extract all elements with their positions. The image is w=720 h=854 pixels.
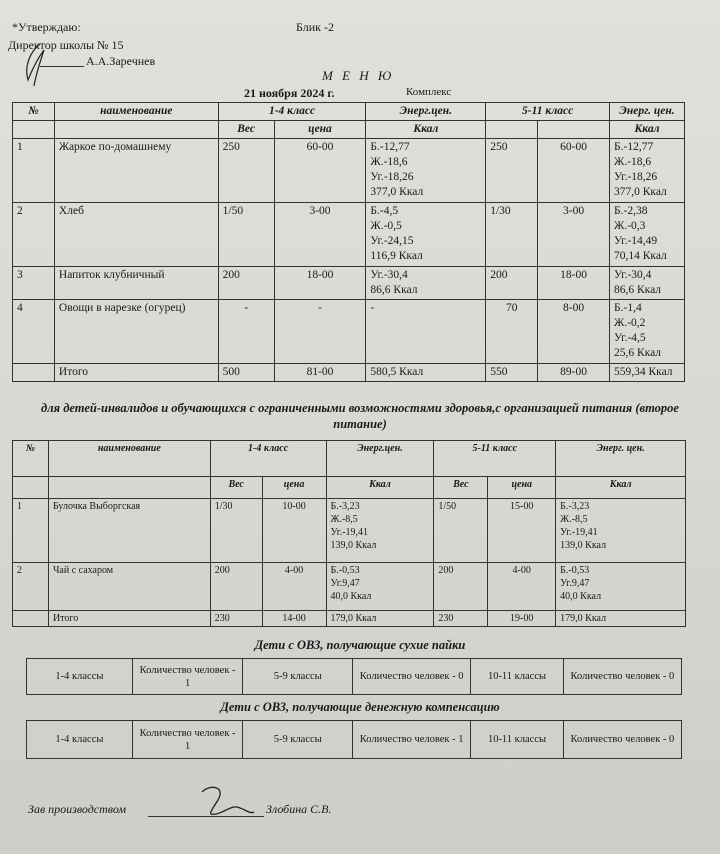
col-price-1: цена <box>262 477 326 499</box>
row-weight-2: 200 <box>434 563 488 611</box>
money-grade-10-11: 10-11 классы <box>471 721 563 759</box>
approve-label: *Утверждаю: <box>12 20 81 34</box>
col-grade-1-4: 1-4 класс <box>210 441 326 477</box>
row-price-1: 18-00 <box>274 267 366 300</box>
col-kcal-1: Ккал <box>366 121 486 139</box>
col-grade-1-4: 1-4 класс <box>218 103 366 121</box>
row-num: 2 <box>13 203 55 267</box>
col-price: цена <box>274 121 366 139</box>
row-energy-2: Б.-2,38 Ж.-0,3 Уг.-14,49 70,14 Ккал <box>610 203 685 267</box>
col-weight: Вес <box>218 121 274 139</box>
col-num: № <box>13 103 55 121</box>
col-kcal-1: Ккал <box>326 477 434 499</box>
row-weight-2: 250 <box>486 139 538 203</box>
row-price-2: 60-00 <box>538 139 610 203</box>
money-count-10-11: Количество человек - 0 <box>563 721 681 759</box>
col-num: № <box>13 441 49 477</box>
table-row <box>13 563 686 611</box>
row-num: 4 <box>13 300 55 364</box>
dry-count-1-4: Количество человек - 1 <box>132 659 243 695</box>
total-price-1: 14-00 <box>262 611 326 627</box>
table-total-row <box>13 364 685 382</box>
row-energy-1: - <box>366 300 486 364</box>
row-name: Хлеб <box>54 203 218 267</box>
col-energy-1: Энерг.цен. <box>366 103 486 121</box>
row-weight-1: 1/30 <box>210 499 262 563</box>
row-energy-1: Б.-12,77 Ж.-18,6 Уг.-18,26 377,0 Ккал <box>366 139 486 203</box>
table-row <box>13 499 686 563</box>
total-weight-1: 230 <box>210 611 262 627</box>
col-weight-2: Вес <box>434 477 488 499</box>
row-num: 2 <box>13 563 49 611</box>
col-grade-5-11: 5-11 класс <box>486 103 610 121</box>
row-price-2: 3-00 <box>538 203 610 267</box>
total-price-2: 19-00 <box>488 611 556 627</box>
row-num: 1 <box>13 499 49 563</box>
total-label: Итого <box>48 611 210 627</box>
row-energy-2: Б.-0,53 Уг.9,47 40,0 Ккал <box>556 563 686 611</box>
blank-label: Блик -2 <box>296 20 334 34</box>
footer-role: Зав производством <box>28 802 127 816</box>
row-name: Овощи в нарезке (огурец) <box>54 300 218 364</box>
col-name: наименование <box>54 103 218 121</box>
row-energy-2: Уг.-30,4 86,6 Ккал <box>610 267 685 300</box>
col-price-2: цена <box>488 477 556 499</box>
row-weight-2: 200 <box>486 267 538 300</box>
total-energy-2: 559,34 Ккал <box>610 364 685 382</box>
dry-grade-1-4: 1-4 классы <box>27 659 133 695</box>
menu-date: 21 ноября 2024 г. <box>244 86 335 100</box>
dry-rations-title: Дети с ОВЗ, получающие сухие пайки <box>254 638 466 652</box>
row-energy-1: Б.-3,23 Ж.-8,5 Уг.-19,41 139,0 Ккал <box>326 499 434 563</box>
footer-signature <box>196 782 256 822</box>
row-energy-2: Б.-1,4 Ж.-0,2 Уг.-4,5 25,6 Ккал <box>610 300 685 364</box>
table-row <box>13 139 685 203</box>
director-signature <box>10 40 70 90</box>
row-energy-2: Б.-3,23 Ж.-8,5 Уг.-19,41 139,0 Ккал <box>556 499 686 563</box>
col-kcal-2: Ккал <box>610 121 685 139</box>
total-price-2: 89-00 <box>538 364 610 382</box>
row-price-1: - <box>274 300 366 364</box>
footer-name: Злобина С.В. <box>266 802 332 816</box>
dry-grade-10-11: 10-11 классы <box>471 659 563 695</box>
total-energy-1: 179,0 Ккал <box>326 611 434 627</box>
table-row <box>13 267 685 300</box>
row-price-1: 10-00 <box>262 499 326 563</box>
row-weight-1: - <box>218 300 274 364</box>
table-row <box>13 203 685 267</box>
row-name: Булочка Выборгская <box>48 499 210 563</box>
menu-title: М Е Н Ю <box>322 68 395 83</box>
row-energy-2: Б.-12,77 Ж.-18,6 Уг.-18,26 377,0 Ккал <box>610 139 685 203</box>
money-count-5-9: Количество человек - 1 <box>353 721 471 759</box>
total-weight-2: 230 <box>434 611 488 627</box>
row-weight-1: 250 <box>218 139 274 203</box>
row-price-1: 4-00 <box>262 563 326 611</box>
row-weight-2: 70 <box>486 300 538 364</box>
row-name: Напиток клубничный <box>54 267 218 300</box>
row-price-1: 60-00 <box>274 139 366 203</box>
row-weight-2: 1/50 <box>434 499 488 563</box>
col-name: наименование <box>48 441 210 477</box>
dry-count-10-11: Количество человек - 0 <box>563 659 681 695</box>
row-weight-1: 200 <box>218 267 274 300</box>
total-label: Итого <box>54 364 218 382</box>
row-weight-1: 1/50 <box>218 203 274 267</box>
row-price-1: 3-00 <box>274 203 366 267</box>
col-energy-2: Энерг. цен. <box>556 441 686 477</box>
row-price-2: 8-00 <box>538 300 610 364</box>
row-name: Чай с сахаром <box>48 563 210 611</box>
director-label: Директор школы № 15 <box>8 38 124 52</box>
money-compensation-title: Дети с ОВЗ, получающие денежную компенсацию <box>220 700 500 714</box>
row-price-2: 4-00 <box>488 563 556 611</box>
row-num: 3 <box>13 267 55 300</box>
row-num: 1 <box>13 139 55 203</box>
row-energy-1: Б.-4,5 Ж.-0,5 Уг.-24,15 116,9 Ккал <box>366 203 486 267</box>
money-count-1-4: Количество человек - 1 <box>132 721 243 759</box>
row-weight-2: 1/30 <box>486 203 538 267</box>
money-compensation-table <box>26 720 682 759</box>
total-energy-2: 179,0 Ккал <box>556 611 686 627</box>
money-grade-5-9: 5-9 классы <box>243 721 353 759</box>
table-row <box>13 300 685 364</box>
col-weight-1: Вес <box>210 477 262 499</box>
row-price-2: 15-00 <box>488 499 556 563</box>
dry-rations-table <box>26 658 682 695</box>
col-energy-2: Энерг. цен. <box>610 103 685 121</box>
money-grade-1-4: 1-4 классы <box>27 721 133 759</box>
complex-label: Комплекс <box>406 86 452 98</box>
second-menu-table <box>12 440 686 627</box>
col-kcal-2: Ккал <box>556 477 686 499</box>
row-energy-1: Б.-0,53 Уг.9,47 40,0 Ккал <box>326 563 434 611</box>
total-weight-1: 500 <box>218 364 274 382</box>
dry-grade-5-9: 5-9 классы <box>243 659 353 695</box>
table-total-row <box>13 611 686 627</box>
col-grade-5-11: 5-11 класс <box>434 441 556 477</box>
total-weight-2: 550 <box>486 364 538 382</box>
main-menu-table <box>12 102 685 382</box>
total-price-1: 81-00 <box>274 364 366 382</box>
col-energy-1: Энерг.цен. <box>326 441 434 477</box>
section2-title: для детей-инвалидов и обучающихся с ограниченными возможностями здоровья,с организацией питания (второе питание) <box>41 401 679 431</box>
row-energy-1: Уг.-30,4 86,6 Ккал <box>366 267 486 300</box>
row-weight-1: 200 <box>210 563 262 611</box>
row-price-2: 18-00 <box>538 267 610 300</box>
total-energy-1: 580,5 Ккал <box>366 364 486 382</box>
row-name: Жаркое по-домашнему <box>54 139 218 203</box>
director-name: А.А.Заречнев <box>86 54 156 68</box>
dry-count-5-9: Количество человек - 0 <box>353 659 471 695</box>
